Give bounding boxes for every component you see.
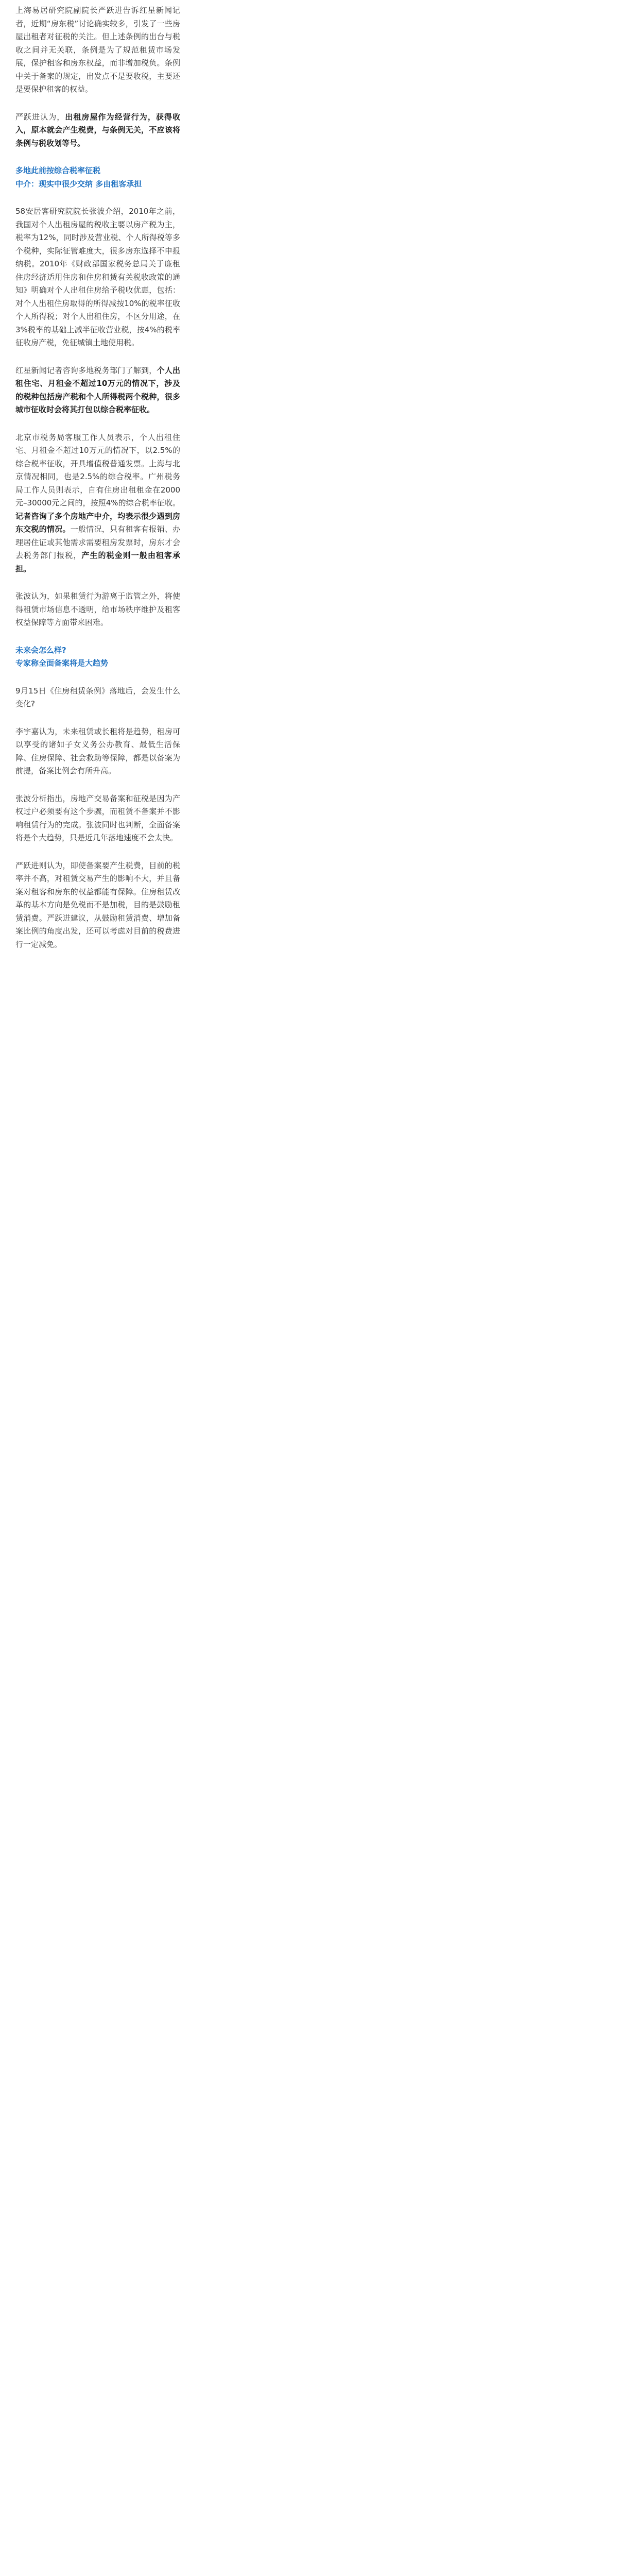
paragraph-lead-text: 红星新闻记者咨询多地税务部门了解到， <box>15 365 157 375</box>
paragraph-zhang-analysis: 张波分析指出，房地产交易备案和征税是因为产权过户必须要有这个步骤，而租赁不备案并不影响租赁行为的完成。张波同时也判断，全面备案将是个大趋势，只是近几年落地速度不会太快。 <box>15 793 180 842</box>
paragraph-zhang-history: 58安居客研究院院长张波介绍，2010年之前，我国对个人出租房屋的税收主要以房产税为主，税率为12%，同时涉及营业税、个人所得税等多个税种，实际征管难度大，很多房东选择不申报纳税。2010年《财政部国家税务总局关于廉租住房经济适用住房和住房租赁有关税收政策的通知》明确对个人出租住房给予税收优惠，包括：对个人出租住房取得的所得减按10%的税率征收个人所得税；对个人出租住房，不区分用途，在3%税率的基础上减半征收营业税，按4%的税率征收房产税，免征城镇土地使用税。 <box>15 207 180 347</box>
paragraph-yan-intro: 上海易居研究院副院长严跃进告诉红星新闻记者，近期“房东税”讨论确实较多，引发了一些房屋出租者对征税的关注。但上述条例的出台与税收之间并无关联，条例是为了规范租赁市场发展，保护租客和房东权益，而非增加税负。条例中关于备案的规定，出发点不是要收税，主要还是要保护租客的权益。 <box>15 6 180 94</box>
section-heading-line-1: 未来会怎么样? <box>15 645 66 655</box>
paragraph-city-rates <box>15 431 180 576</box>
paragraph-li-opinion: 李宇嘉认为，未来租赁或长租将是趋势，租房可以享受的诸如子女义务公办教育、最低生活保障、住房保障、社会救助等保障，都是以备案为前提，备案比例会有所升高。 <box>15 726 180 775</box>
paragraph-bold-text: 出租房屋作为经营行为，获得收入，原本就会产生税费，与条例无关，不应该将条例与税收划等号。 <box>15 112 180 148</box>
paragraph-text-1: 北京市税务局客服工作人员表示，个人出租住宅、月租金不超过10万元的情况下，以2.5%的综合税率征收，开具增值税普通发票。上海与北京情况相同，也是2.5%的综合税率。广州税务局工作人员则表示，自有住房出租租金在2000元–30000元之间的，按照4%的综合税率征收。 <box>15 432 180 507</box>
paragraph-lead-text: 严跃进认为， <box>15 112 65 122</box>
paragraph-yan-conclusion: 严跃进则认为，即使备案要产生税费，目前的税率并不高，对租赁交易产生的影响不大，并且备案对租客和房东的权益都能有保障。住房租赁改革的基本方向是免税而不是加税，目的是鼓励租赁消费。严跃进建议，从鼓励租赁消费、增加备案比例的角度出发，还可以考虑对目前的税费进行一定减免。 <box>15 860 180 949</box>
paragraph-bold-text-1: 记者咨询了多个房地产中介，均表示很少遇到房东交税的情况。 <box>15 511 180 534</box>
paragraph-zhang-regulation: 张波认为，如果租赁行为游离于监管之外，将使得租赁市场信息不透明，给市场秩序维护及租客权益保障等方面带来困难。 <box>15 591 180 627</box>
section-heading-line-1: 多地此前按综合税率征税 <box>15 166 101 175</box>
section-heading-tax-rate <box>15 164 180 191</box>
paragraph-question: 9月15日《住房租赁条例》落地后，会发生什么变化? <box>15 686 180 708</box>
paragraph-yan-opinion <box>15 111 180 150</box>
paragraph-tax-bureau-inquiry <box>15 364 180 417</box>
article-body <box>15 4 180 965</box>
paragraph-text-2: 一般情况，只有租客有报销、办理居住证或其他需求需要租房发票时，房东才会去税务部门报税， <box>15 524 180 560</box>
paragraph-bold-text-2: 产生的税金则一般由租客承担。 <box>15 551 180 573</box>
section-heading-line-2: 专家称全面备案将是大趋势 <box>15 658 109 668</box>
paragraph-bold-text: 个人出租住宅、月租金不超过10万元的情况下，涉及的税种包括房产税和个人所得税两个税种，很多城市征收时会将其打包以综合税率征收。 <box>15 365 180 414</box>
section-heading-line-2: 中介：现实中很少交纳 多由租客承担 <box>15 179 142 189</box>
section-heading-future <box>15 644 180 670</box>
